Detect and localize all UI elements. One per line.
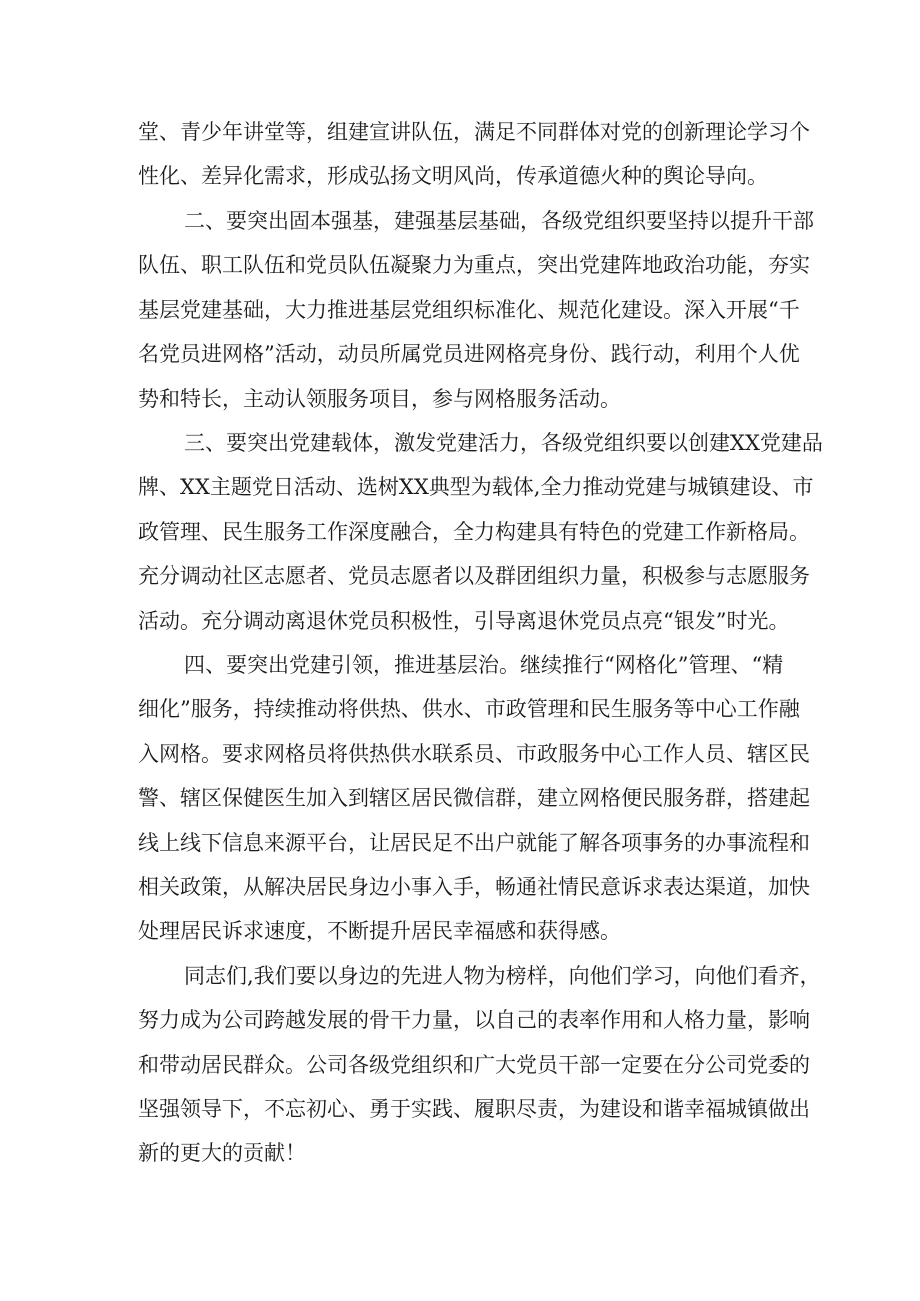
text-line: 基层党建基础，大力推进基层党组织标准化、规范化建设。深入开展“千: [138, 298, 800, 322]
paragraph-4-start: 四、要突出党建引领，推进基层治。继续推行“网格化”管理、“精: [184, 653, 784, 677]
text-line: 警、辖区保健医生加入到辖区居民微信群，建立网格便民服务群，搭建起: [138, 786, 810, 810]
text-line: 努力成为公司跨越发展的骨干力量，以自己的表率作用和人格力量，影响: [138, 1008, 810, 1032]
text-line: 政管理、民生服务工作深度融合，全力构建具有特色的党建工作新格局。: [138, 520, 810, 544]
paragraph-5-start: 同志们,我们要以身边的先进人物为榜样，向他们学习，向他们看齐，: [184, 964, 821, 988]
text-line: 线上线下信息来源平台，让居民足不出户就能了解各项事务的办事流程和: [138, 831, 810, 855]
text-line: 活动。充分调动离退休党员积极性，引导离退休党员点亮“银发”时光。: [138, 609, 790, 633]
text-line: 势和特长，主动认领服务项目，参与网格服务活动。: [138, 387, 621, 411]
text-line: 新的更大的贡献！: [138, 1141, 306, 1165]
text-line: 充分调动社区志愿者、党员志愿者以及群团组织力量，积极参与志愿服务: [138, 564, 810, 588]
paragraph-2-start: 二、要突出固本强基，建强基层基础，各级党组织要坚持以提升干部: [184, 209, 814, 233]
text-line: 处理居民诉求速度，不断提升居民幸福感和获得感。: [138, 919, 621, 943]
text-line: 牌、XX主题党日活动、选树XX典型为载体,全力推动党建与城镇建设、市: [138, 475, 814, 499]
text-line: 和带动居民群众。公司各级党组织和广大党员干部一定要在分公司党委的: [138, 1053, 810, 1077]
text-line: 入网格。要求网格员将供热供水联系员、市政服务中心工作人员、辖区民: [138, 742, 810, 766]
paragraph-3-start: 三、要突出党建载体，激发党建活力，各级党组织要以创建XX党建品: [184, 431, 823, 455]
text-line: 相关政策，从解决居民身边小事入手，畅通社情民意诉求表达渠道，加快: [138, 875, 810, 899]
text-line: 堂、青少年讲堂等，组建宣讲队伍，满足不同群体对党的创新理论学习个: [138, 120, 810, 144]
text-line: 性化、差异化需求，形成弘扬文明风尚，传承道德火种的舆论导向。: [138, 164, 768, 188]
text-line: 名党员进网格”活动，动员所属党员进网格亮身份、践行动，利用个人优: [138, 342, 800, 366]
text-line: 细化”服务，持续推动将供热、供水、市政管理和民生服务等中心工作融: [138, 697, 800, 721]
text-line: 队伍、职工队伍和党员队伍凝聚力为重点，突出党建阵地政治功能，夯实: [138, 253, 810, 277]
text-line: 坚强领导下，不忘初心、勇于实践、履职尽责，为建设和谐幸福城镇做出: [138, 1097, 810, 1121]
